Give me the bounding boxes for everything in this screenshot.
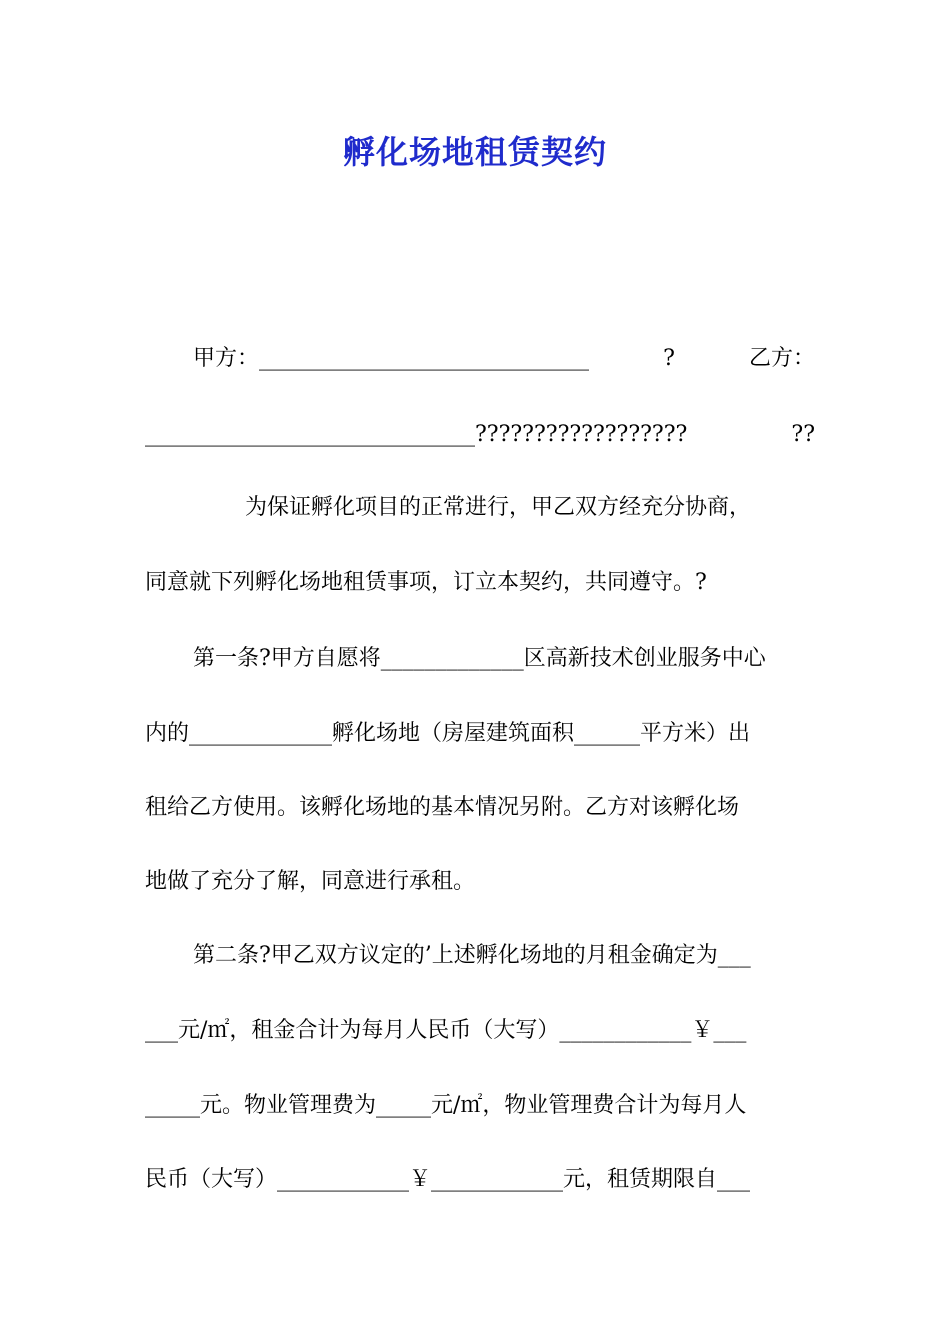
article-2-line-3: _____元。物业管理费为_____元/㎡，物业管理费合计为每月人: [145, 1093, 747, 1118]
party-b-field-mark: ??: [791, 422, 815, 447]
document-title: 孵化场地租赁契约: [342, 133, 607, 171]
party-a-field: 甲方：______________________________: [193, 346, 590, 371]
article-1-line-4: 地做了充分了解，同意进行承租。: [145, 869, 476, 894]
article-2-line-4: 民币（大写）____________￥____________元，租赁期限自___: [145, 1167, 751, 1192]
article-1-line-1: 第一条?甲方自愿将_____________区高新技术创业服务中心: [193, 646, 766, 671]
preamble-line-1: 为保证孵化项目的正常进行，甲乙双方经充分协商，: [245, 495, 752, 520]
article-1-line-2: 内的_____________孵化场地（房屋建筑面积______平方米）出: [145, 721, 751, 746]
party-blank-line: [145, 420, 815, 450]
article-2-line-2: ___元/㎡，租金合计为每月人民币（大写）____________￥___: [145, 1018, 747, 1043]
party-b-label: 乙方：: [748, 346, 815, 371]
party-line: [145, 344, 815, 374]
party-separator-mark: ?: [663, 346, 675, 371]
preamble-line-2: 同意就下列孵化场地租赁事项，订立本契约，共同遵守。?: [145, 570, 707, 595]
article-2-line-1: 第二条?甲乙双方议定的’上述孵化场地的月租金确定为___: [193, 943, 751, 968]
article-1-line-3: 租给乙方使用。该孵化场地的基本情况另附。乙方对该孵化场: [145, 795, 740, 820]
party-b-field: ______________________________??????????????????: [145, 422, 688, 447]
